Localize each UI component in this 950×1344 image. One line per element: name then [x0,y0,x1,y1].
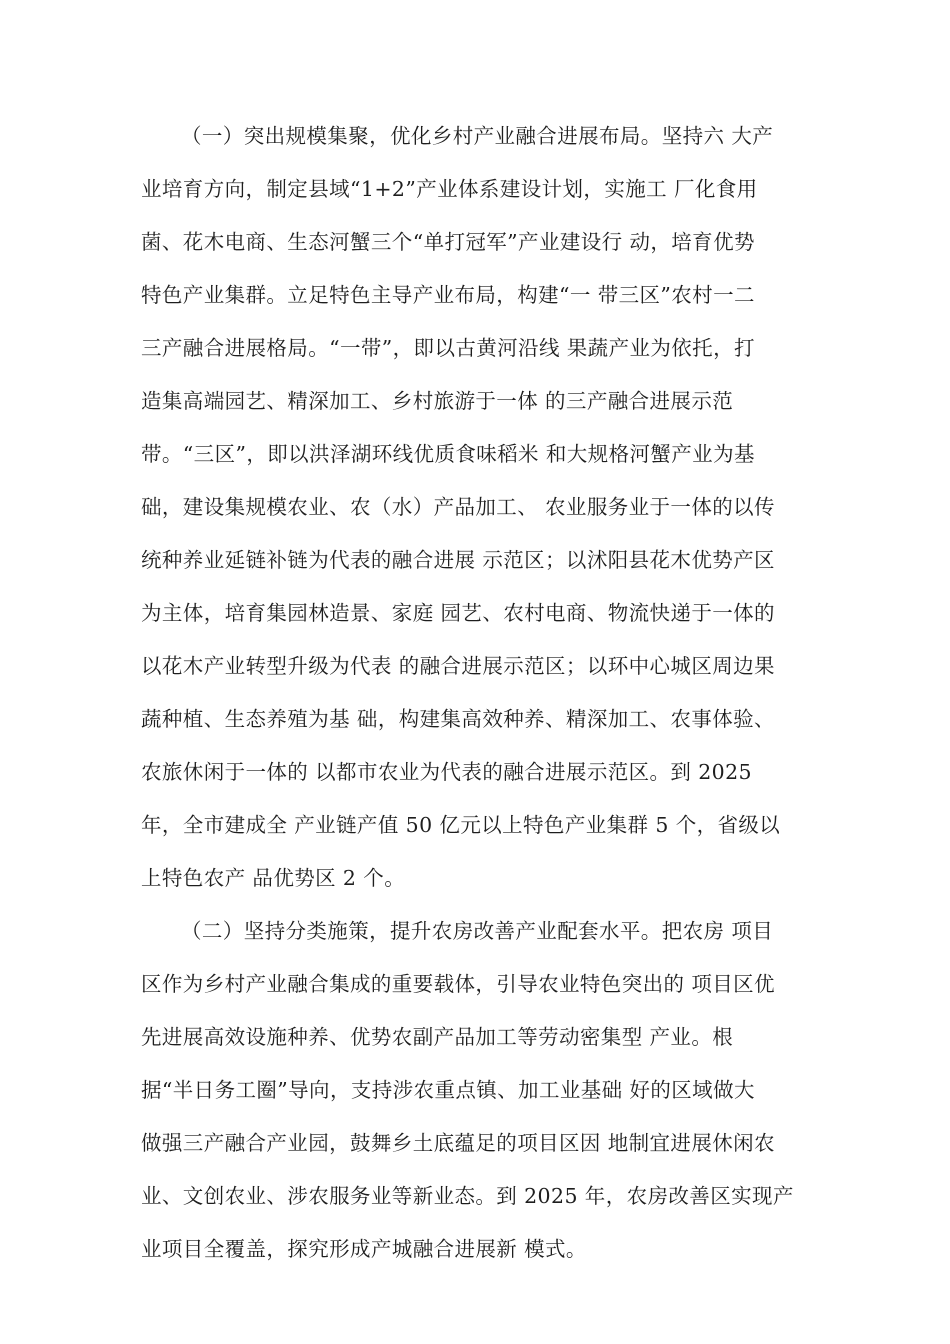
paragraph-2-line-1: （二）坚持分类施策，提升农房改善产业配套水平。把农房 项目 [181,919,774,943]
paragraph-1-line-2: 业培育方向，制定县域“1+2”产业体系建设计划，实施工 厂化食用 [141,177,758,201]
paragraph-1-line-10: 为主体，培育集园林造景、家庭 园艺、农村电商、物流快递于一体的 [141,601,775,625]
paragraph-1-line-1: （一）突出规模集聚，优化乡村产业融合进展布局。坚持六 大产 [181,124,774,148]
paragraph-1-line-4: 特色产业集群。立足特色主导产业布局，构建“一 带三区”农村一二 [141,283,755,307]
paragraph-1-line-8: 础，建设集规模农业、农（水）产品加工、 农业服务业于一体的以传 [141,495,775,519]
paragraph-1-line-3: 菌、花木电商、生态河蟹三个“单打冠军”产业建设行 动，培育优势 [141,230,755,254]
paragraph-2-line-5: 做强三产融合产业园，鼓舞乡土底蕴足的项目区因 地制宜进展休闲农 [141,1131,775,1155]
paragraph-2-line-4: 据“半日务工圈”导向，支持涉农重点镇、加工业基础 好的区域做大 [141,1078,755,1102]
paragraph-1-line-7: 带。“三区”，即以洪泽湖环线优质食味稻米 和大规格河蟹产业为基 [141,442,755,466]
paragraph-2-line-7: 业项目全覆盖，探究形成产城融合进展新 模式。 [141,1237,587,1261]
paragraph-2-line-3: 先进展高效设施种养、优势农副产品加工等劳动密集型 产业。根 [141,1025,734,1049]
paragraph-1-line-13: 农旅休闲于一体的 以都市农业为代表的融合进展示范区。到 2025 [141,760,753,784]
paragraph-2-line-6: 业、文创农业、涉农服务业等新业态。到 2025 年，农房改善区实现产 [141,1184,794,1208]
paragraph-1-line-6: 造集高端园艺、精深加工、乡村旅游于一体 的三产融合进展示范 [141,389,734,413]
paragraph-1-line-15: 上特色农产 品优势区 2 个。 [141,866,406,890]
paragraph-1-line-12: 蔬种植、生态养殖为基 础，构建集高效种养、精深加工、农事体验、 [141,707,775,731]
paragraph-2-line-2: 区作为乡村产业融合集成的重要载体，引导农业特色突出的 项目区优 [141,972,775,996]
paragraph-1-line-14: 年，全市建成全 产业链产值 50 亿元以上特色产业集群 5 个，省级以 [141,813,781,837]
paragraph-1-line-5: 三产融合进展格局。“一带”，即以古黄河沿线 果蔬产业为依托，打 [141,336,755,360]
paragraph-1-line-9: 统种养业延链补链为代表的融合进展 示范区；以沭阳县花木优势产区 [141,548,775,572]
paragraph-1-line-11: 以花木产业转型升级为代表 的融合进展示范区；以环中心城区周边果 [141,654,775,678]
